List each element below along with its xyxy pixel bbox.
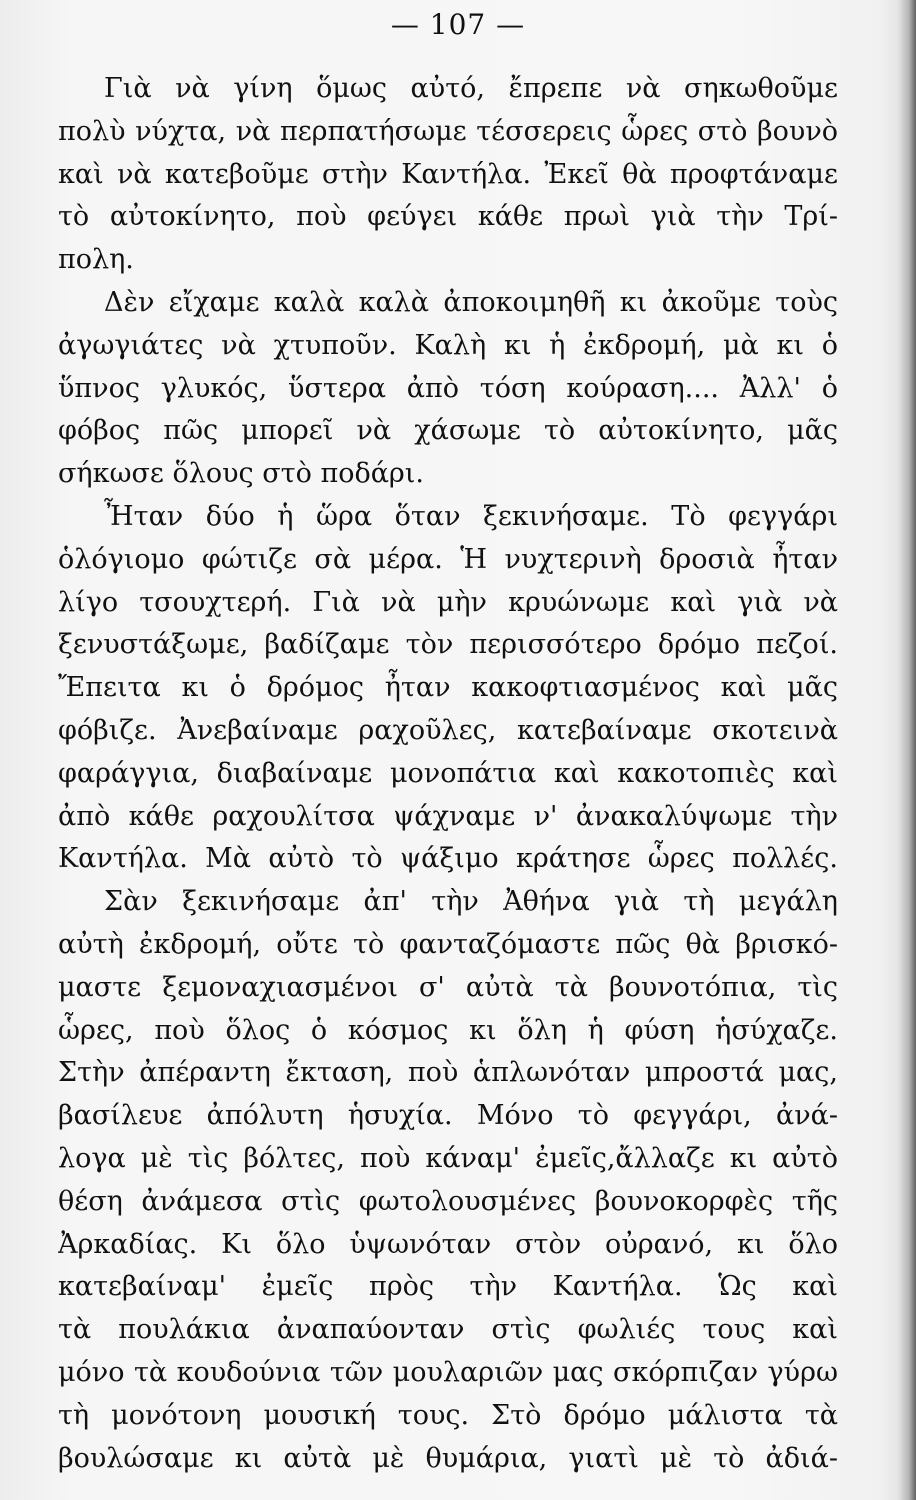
text-line: τὴ μονότονη μουσική τους. Στὸ δρόμο μάλιστα τὰ [58,1399,838,1431]
text-line: τὸ αὐτοκίνητο, ποὺ φεύγει κάθε πρωὶ γιὰ τὴν Τρί- [58,201,838,233]
text-line: θέση ἀνάμεσα στὶς φωτολουσμένες βουνοκορφὲς τῆς [58,1185,838,1217]
text-line: βασίλευε ἀπόλυτη ἡσυχία. Μόνο τὸ φεγγάρι, ἀνά- [58,1100,838,1132]
text-line: Ἀρκαδίας. Κι ὅλο ὑψωνόταν στὸν οὐρανό, κι ὅλο [58,1228,838,1260]
text-line: τὰ πουλάκια ἀναπαύονταν στὶς φωλιές τους καὶ [58,1314,838,1346]
text-line: ἀγωγιάτες νὰ χτυποῦν. Καλὴ κι ἡ ἐκδρομή, μὰ κι ὁ [58,329,838,361]
text-line: Δὲν εἴχαμε καλὰ καλὰ ἀποκοιμηθῆ κι ἀκοῦμε τοὺς [104,286,838,318]
text-line: πολη. [58,244,134,276]
text-line: Γιὰ νὰ γίνη ὅμως αὐτό, ἔπρεπε νὰ σηκωθοῦμε [104,73,838,104]
text-line: μόνο τὰ κουδούνια τῶν μουλαριῶν μας σκόρπιζαν γύρω [58,1356,838,1388]
text-line: λίγο τσουχτερή. Γιὰ νὰ μὴν κρυώνωμε καὶ γιὰ νὰ [58,586,838,618]
text-line: ἀπὸ κάθε ραχουλίτσα ψάχναμε ν' ἀνακαλύψωμε τὴν [58,800,838,832]
page-edge-shadow [898,0,916,1500]
text-line: καὶ νὰ κατεβοῦμε στὴν Καντήλα. Ἐκεῖ θὰ προφτάναμε [58,158,838,190]
text-line: Στὴν ἀπέραντη ἔκταση, ποὺ ἁπλωνόταν μπροστά μας, [58,1057,838,1089]
text-line: μαστε ξεμοναχιασμένοι σ' αὐτὰ τὰ βουνοτόπια, τὶς [58,971,838,1003]
text-line: φόβος πῶς μπορεῖ νὰ χάσωμε τὸ αὐτοκίνητο, μᾶς [58,415,838,447]
page-number: — 107 — [390,8,526,41]
body-text [58,68,838,1480]
text-line: πολὺ νύχτα, νὰ περπατήσωμε τέσσερεις ὧρες στὸ βουνὸ [58,115,838,147]
text-line: φόβιζε. Ἀνεβαίναμε ραχοῦλες, κατεβαίναμε σκοτεινὰ [58,714,838,746]
text-line: φαράγγια, διαβαίναμε μονοπάτια καὶ κακοτοπιὲς καὶ [58,757,838,789]
text-line: λογα μὲ τὶς βόλτες, ποὺ κάναμ' ἐμεῖς,ἄλλαζε κι αὐτὸ [58,1142,838,1174]
text-line: Ἦταν δύο ἡ ὥρα ὅταν ξεκινήσαμε. Τὸ φεγγάρι [104,500,838,532]
text-line: ὧρες, ποὺ ὅλος ὁ κόσμος κι ὅλη ἡ φύση ἡσύχαζε. [58,1014,838,1046]
text-line: κατεβαίναμ' ἐμεῖς πρὸς τὴν Καντήλα. Ὡς καὶ [58,1271,838,1303]
text-line: αὐτὴ ἐκδρομή, οὔτε τὸ φανταζόμαστε πῶς θὰ βρισκό- [58,928,838,960]
text-line: ὕπνος γλυκός, ὕστερα ἀπὸ τόση κούραση.... Ἀλλ' ὁ [58,372,838,404]
text-line: Σὰν ξεκινήσαμε ἀπ' τὴν Ἀθήνα γιὰ τὴ μεγάλη [104,886,838,918]
text-line: Καντήλα. Μὰ αὐτὸ τὸ ψάξιμο κράτησε ὧρες πολλές. [58,843,838,875]
text-line: βουλώσαμε κι αὐτὰ μὲ θυμάρια, γιατὶ μὲ τὸ ἀδιά- [58,1442,838,1474]
text-line: σήκωσε ὅλους στὸ ποδάρι. [58,458,424,490]
text-line: Ἔπειτα κι ὁ δρόμος ἦταν κακοφτιασμένος καὶ μᾶς [58,672,838,704]
text-line: ξενυστάξωμε, βαδίζαμε τὸν περισσότερο δρόμο πεζοί. [58,629,838,661]
text-line: ὁλόγιομο φώτιζε σὰ μέρα. Ἡ νυχτερινὴ δροσιὰ ἦταν [58,543,838,575]
